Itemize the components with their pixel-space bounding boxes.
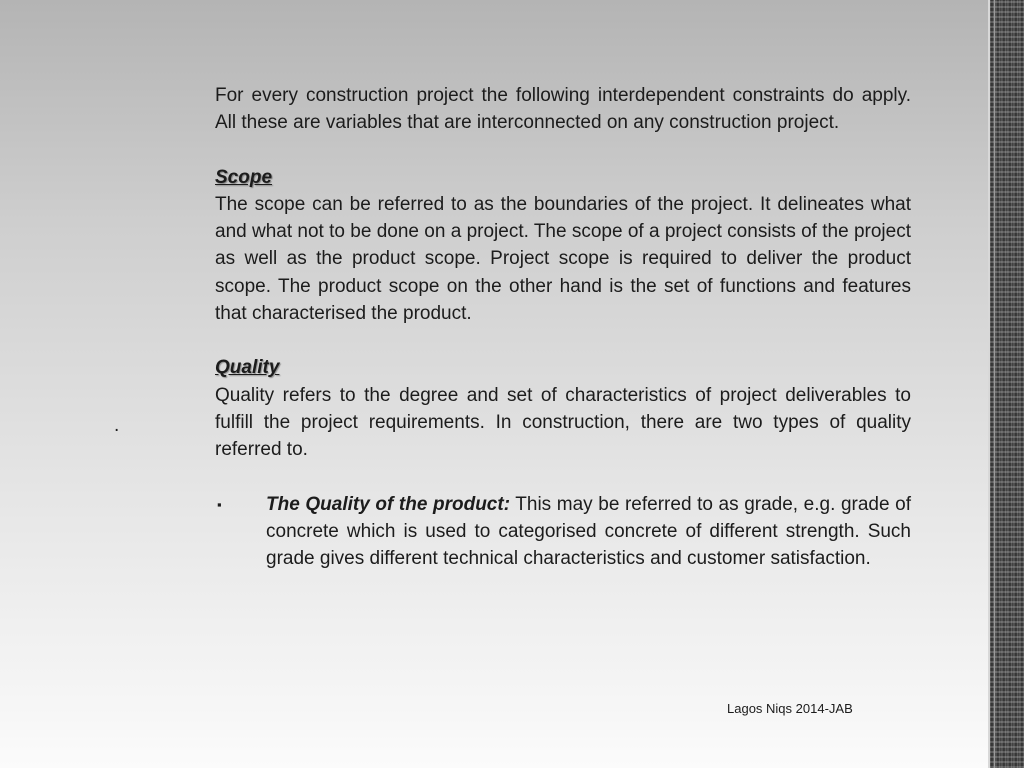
bullet-text [266, 491, 911, 573]
quality-heading: Quality [215, 357, 280, 379]
bullet-title: The Quality of the product: [266, 493, 511, 515]
slide-body [215, 82, 911, 572]
quality-paragraph: Quality refers to the degree and set of characteristics of project deliverables to fulfill the project requirements. In construction, there are two types of quality referred to. [215, 384, 911, 461]
bullet-description: This may be referred to as grade, e.g. grade of concrete which is used to categorised concrete of different strength. Such grade gives different technical characteristics and customer satisfaction. [266, 493, 911, 570]
scope-paragraph: The scope can be referred to as the boundaries of the project. It delineates what and what not to be done on a project. The scope of a project consists of the project as well as the product scope. Project scope is required to deliver the product scope. The product scope on the other hand is the set of functions and features that characterised the product. [215, 193, 911, 325]
square-bullet-icon: ▪ [217, 496, 222, 512]
intro-paragraph: For every construction project the following interdependent constraints do apply. All these are variables that are interconnected on any construction project. [215, 85, 911, 134]
stray-dot: . [114, 415, 120, 436]
bullet-quality-of-product [215, 491, 911, 573]
spacer [215, 464, 911, 491]
spacer [215, 137, 911, 164]
spacer [215, 327, 911, 354]
decorative-right-border [988, 0, 1024, 768]
scope-heading: Scope [215, 166, 273, 188]
footer-text: Lagos Niqs 2014-JAB [727, 701, 853, 716]
